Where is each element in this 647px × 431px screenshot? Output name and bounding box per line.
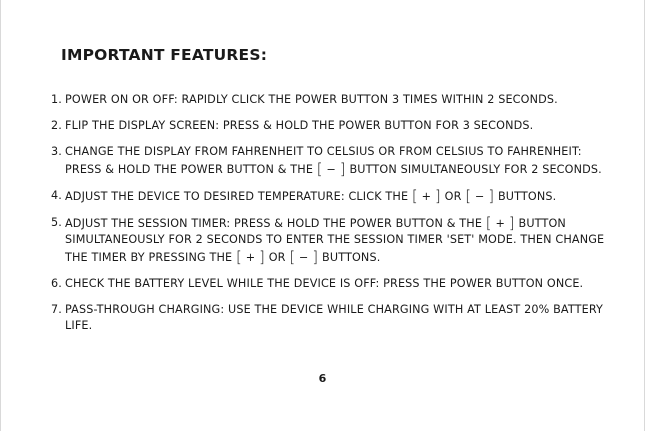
minus-button-symbol: [ − ] — [289, 247, 319, 266]
feature-number: 5. — [51, 215, 62, 229]
minus-button-symbol: [ − ] — [316, 159, 346, 178]
feature-item-4 — [51, 188, 621, 206]
feature-text: POWER ON OR OFF: RAPIDLY CLICK THE POWER BUTTON 3 TIMES WITHIN 2 SECONDS. — [65, 93, 558, 106]
minus-icon: − — [326, 162, 337, 176]
feature-text-before: ADJUST THE SESSION TIMER: PRESS & HOLD THE POWER BUTTON & THE — [65, 216, 483, 230]
feature-item-1 — [51, 92, 621, 109]
plus-button-symbol: [ + ] — [485, 213, 515, 232]
feature-number: 3. — [51, 145, 62, 158]
feature-text-before: CHANGE THE DISPLAY FROM FAHRENHEIT TO CELSIUS OR FROM CELSIUS TO FAHRENHEIT: PRESS & HOLD THE POWER BUTTON & THE — [65, 145, 582, 176]
feature-text-after: BUTTONS. — [322, 250, 381, 264]
feature-text: PASS-THROUGH CHARGING: USE THE DEVICE WHILE CHARGING WITH AT LEAST 20% BATTERY LIFE. — [65, 302, 604, 332]
plus-icon: + — [245, 250, 256, 264]
feature-item-5 — [51, 215, 621, 267]
feature-item-3 — [51, 144, 621, 178]
plus-button-symbol: [ + ] — [411, 186, 441, 205]
minus-button-symbol: [ − ] — [465, 186, 495, 205]
feature-text: FLIP THE DISPLAY SCREEN: PRESS & HOLD THE POWER BUTTON FOR 3 SECONDS. — [65, 119, 534, 132]
feature-text-middle-2: OR — [268, 250, 286, 264]
feature-number: 7. — [51, 302, 62, 316]
feature-text-middle: OR — [444, 189, 462, 203]
feature-text-after: BUTTONS. — [497, 189, 557, 203]
feature-text: CHECK THE BATTERY LEVEL WHILE THE DEVICE IS OFF: PRESS THE POWER BUTTON ONCE. — [65, 276, 584, 290]
feature-item-6 — [51, 276, 621, 293]
plus-icon: + — [495, 216, 506, 230]
features-list — [51, 92, 621, 344]
feature-number: 4. — [51, 188, 62, 202]
feature-text-before: ADJUST THE DEVICE TO DESIRED TEMPERATURE: CLICK THE — [65, 189, 409, 203]
page-number: 6 — [318, 372, 327, 385]
feature-item-7 — [51, 302, 621, 335]
minus-icon: − — [474, 189, 485, 203]
feature-number: 2. — [51, 119, 62, 132]
feature-number: 6. — [51, 276, 62, 290]
feature-number: 1. — [51, 93, 62, 106]
page-heading: IMPORTANT FEATURES: — [61, 46, 268, 64]
feature-item-2 — [51, 118, 621, 135]
plus-icon: + — [421, 189, 432, 203]
minus-icon: − — [299, 250, 309, 264]
feature-text-middle: BUTTON SIMULTANEOUSLY FOR 2 SECONDS TO ENTER THE SESSION TIMER 'SET' MODE. THEN CHANGE THE TIMER BY PRESSING THE — [65, 216, 605, 264]
plus-button-symbol: [ + ] — [235, 247, 265, 266]
feature-text-after: BUTTON SIMULTANEOUSLY FOR 2 SECONDS. — [349, 162, 602, 176]
